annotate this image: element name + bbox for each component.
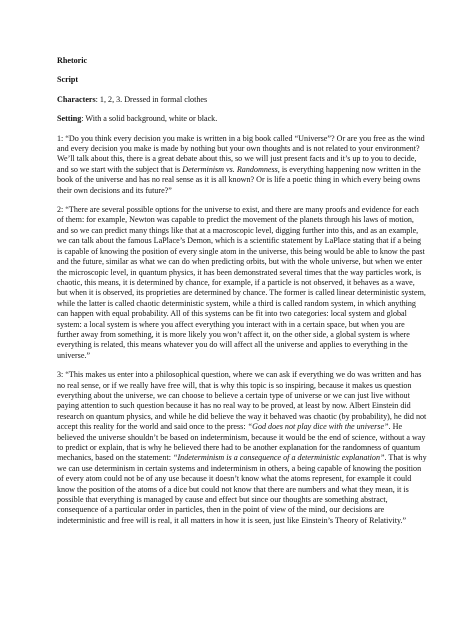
paragraph-2: 2: “There are several possible options for the universe to exist, and there are many proofs and evidence for each of them: for example, Newton was capable to predict the movement of the planets through his laws of motion, and so we can predict many things like that at a macroscopic level, digging further into this, and as an example, we can talk about the famous LaPlace’s Demon, which is a scientific statement by LaPlace stating that if a being is capable of knowing the position of every single atom in the universe, this being would be able to know the past and the future, similar as what we can do when predicting orbits, but with the whole universe, but when we enter the microscopic level, in quantum physics, it has been demonstrated several times that the way particles work, is chaotic, this means, it is determined by chance, for example, if a particle is not observed, it behaves as a wave, but when it is observed, its proprieties are determined by chance. The former is called linear deterministic system, while the latter is called chaotic deterministic system, while a third is called random system, in which anything can happen with equal probability. All of this systems can be fit into two categories: local system and global system: a local system is where you affect everything you interact with in a certain space, but when you are further away from something, it is more likely you won’t affect it, on the other side, a global system is where everything is related, this means whatever you do will affect all the universe and applies to everything in the universe.” xyxy=(57,205,426,360)
document-body xyxy=(57,56,427,535)
characters-text: : 1, 2, 3. Dressed in formal clothes xyxy=(95,94,208,104)
paragraph-3-part-c: . That is why we can use determinism in certain systems and indeterminism in others, a being capable of knowing the position of every atom could not be of any use because it doesn’t know what the atoms represent, for example it could know the position of the atoms of a dice but could not know that there are numbers and what they mean, it is possible that everything is managed by cause and effect but since our thoughts are something abstract, consequence of a particular order in particles, then in the point of view of the mind, our decisions are indeterministic and free will is real, it all matters in how it is seen, just like Einstein’s Theory of Relativity.” xyxy=(57,453,427,525)
paragraph-3-part-b: . He believed the universe shouldn’t be based on indeterminism, because it would be the end of science, without a way to predict or explain, that is why he believed there had to be another explanation for the randomness of quantum mechanics, based on the statement: xyxy=(57,422,426,463)
characters-label: Characters xyxy=(57,94,96,104)
setting-label: Setting xyxy=(57,114,82,124)
paragraph-1-italic: Determinism vs. Randomness xyxy=(182,164,278,174)
paragraph-1 xyxy=(57,134,427,196)
paragraph-3-part-a: 3: “This makes us enter into a philosophical question, where we can ask if everything we do was written and has no real sense, or if we really have free will, that is why this topic is so inspiring, because it makes us question everything about the universe, we can choose to believe a certain type of universe or we can just live without paying attention to such question because it has no real way to be proved, at least by now. Albert Einstein did research on quantum physics, and while he did believe the way it behaved was chaotic (by probability), he did not accept this reality for the world and said once to the press: xyxy=(57,370,427,432)
characters-line xyxy=(57,95,427,105)
paragraph-3-quote-1: “God does not play dice with the universe” xyxy=(247,422,389,432)
paragraph-1-part-b: , is everything happening now written in the book of the universe and has no real sense as it is all known? Or is life a poetic thing in which every being owns their own decisions and its future?” xyxy=(57,164,421,195)
paragraph-3 xyxy=(57,370,427,526)
heading-rhetoric: Rhetoric xyxy=(57,56,88,65)
paragraph-1-part-a: 1: “Do you think every decision you make is written in a big book called “Universe”? Or are you free as the wind and every decision you make is made by nothing but your own thoughts and is not related to your environment? We’ll talk about this, there is a great debate about this, so we will just present facts and it’s up to you to decide, and so we start with the subject that is xyxy=(57,133,425,174)
paragraph-3-quote-2: “Indeterminism is a consequence of a deterministic explanation” xyxy=(172,453,385,463)
heading-script: Script xyxy=(57,75,79,85)
setting-text: : With a solid background, white or black. xyxy=(81,114,218,124)
setting-line xyxy=(57,114,427,124)
